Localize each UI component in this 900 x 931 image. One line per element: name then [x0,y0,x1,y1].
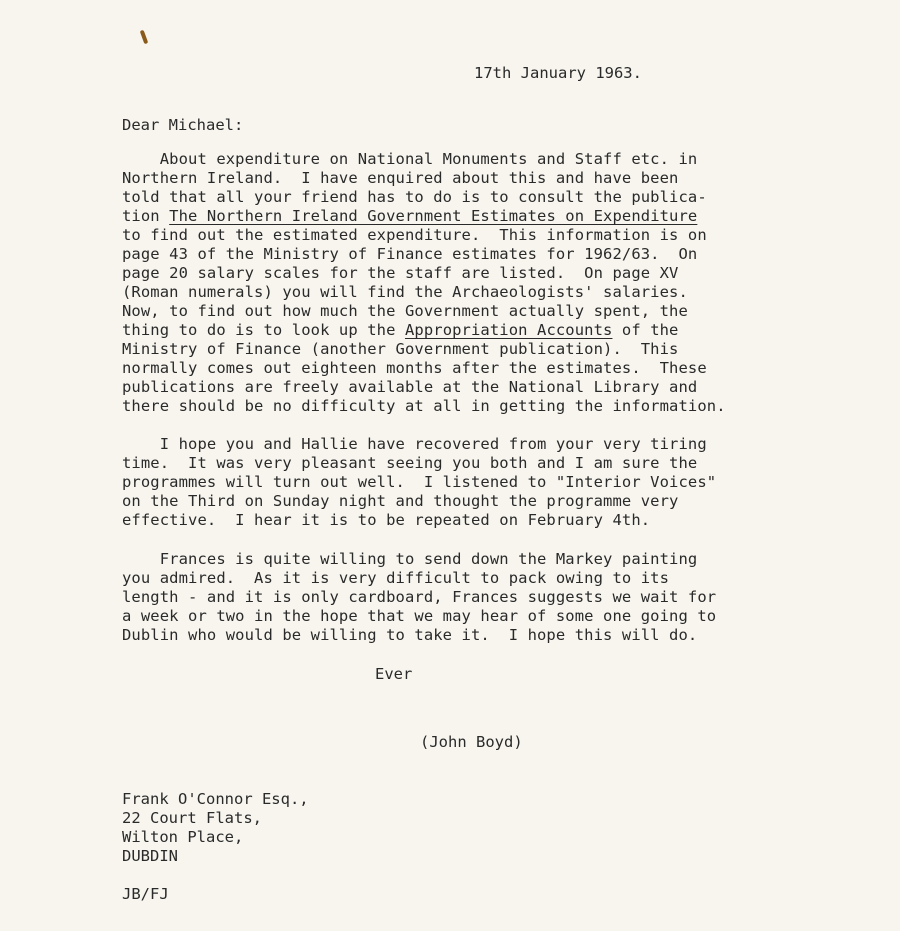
recipient-address [122,790,309,866]
underlined-title: The Northern Ireland Government Estimates on Expenditure [169,207,698,225]
body-line: there should be no difficulty at all in getting the information. [122,397,726,415]
body-line: Now, to find out how much the Government actually spent, the [122,302,688,320]
body-line: normally comes out eighteen months after the estimates. These [122,359,707,377]
body-line: you admired. As it is very difficult to pack owing to its [122,569,670,587]
body-line: publications are freely available at the National Library and [122,378,698,396]
body-line: length - and it is only cardboard, Frances suggests we wait for [122,588,717,606]
body-line: Ministry of Finance (another Government publication). This [122,340,679,358]
body-line: thing to do is to look up the Appropriation Accounts of the [122,321,679,339]
body-line: page 20 salary scales for the staff are listed. On page XV [122,264,679,282]
address-line: Frank O'Connor Esq., [122,790,309,808]
salutation: Dear Michael: [122,116,244,134]
closing: Ever [375,665,413,683]
body-line: to find out the estimated expenditure. This information is on [122,226,707,244]
address-line: DUBDIN [122,847,178,865]
body-line: I hope you and Hallie have recovered from your very tiring [122,435,707,453]
address-line: Wilton Place, [122,828,244,846]
body-line: Dublin who would be willing to take it. I hope this will do. [122,626,698,644]
body-line: programmes will turn out well. I listened to "Interior Voices" [122,473,717,491]
body-line: Northern Ireland. I have enquired about this and have been [122,169,679,187]
body-line: a week or two in the hope that we may hear of some one going to [122,607,717,625]
body-line: told that all your friend has to do is to consult the publica- [122,188,707,206]
body-line: tion The Northern Ireland Government Estimates on Expenditure [122,207,698,225]
body-line: time. It was very pleasant seeing you both and I am sure the [122,454,698,472]
body-line: effective. I hear it is to be repeated on February 4th. [122,511,651,529]
body-line: About expenditure on National Monuments and Staff etc. in [122,150,698,168]
body-line: page 43 of the Ministry of Finance estimates for 1962/63. On [122,245,698,263]
reference-initials: JB/FJ [122,885,169,903]
body-line: Frances is quite willing to send down the Markey painting [122,550,698,568]
body-line: (Roman numerals) you will find the Archaeologists' salaries. [122,283,688,301]
body-line: on the Third on Sunday night and thought the programme very [122,492,679,510]
letter-date: 17th January 1963. [474,64,642,82]
signature: (John Boyd) [420,733,523,751]
underlined-title: Appropriation Accounts [404,321,613,339]
address-line: 22 Court Flats, [122,809,262,827]
ink-mark [140,30,149,45]
